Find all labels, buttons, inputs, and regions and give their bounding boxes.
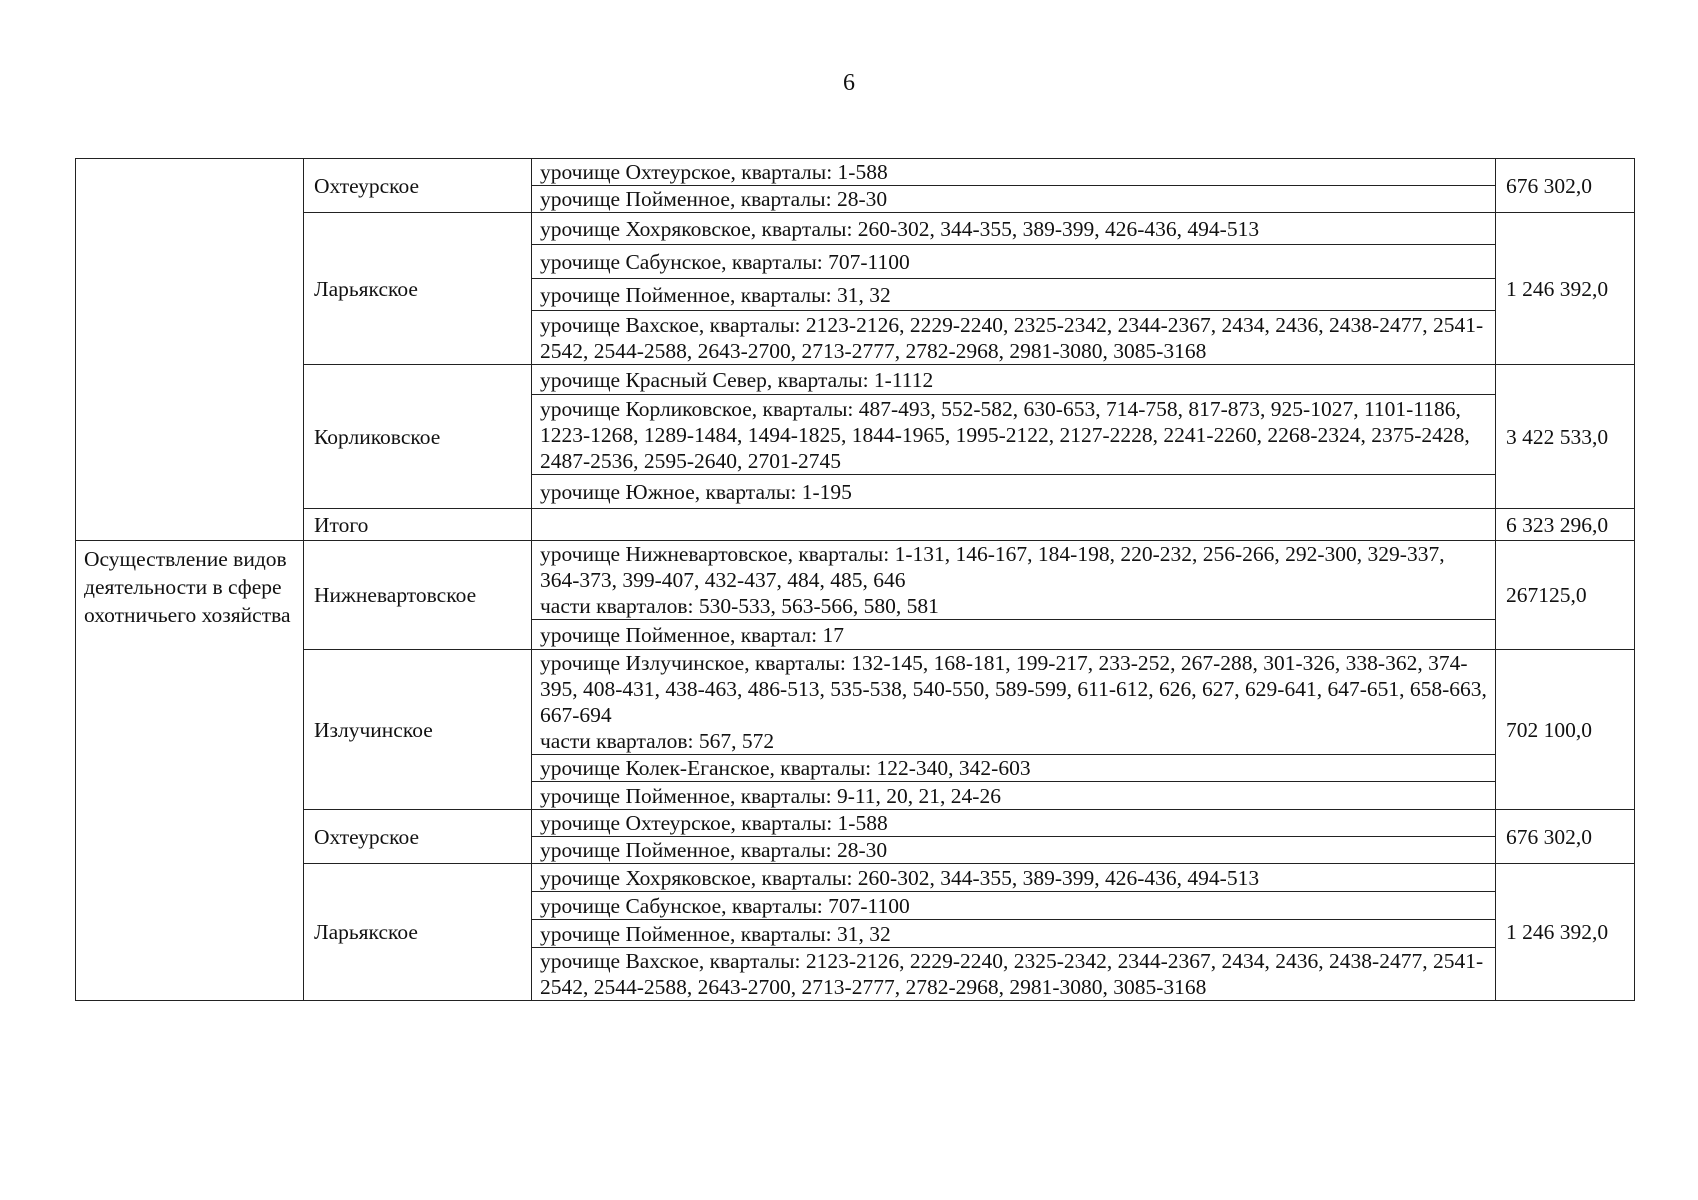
tract-cell: урочище Пойменное, кварталы: 28-30: [531, 186, 1495, 213]
tract-cell: урочище Хохряковское, кварталы: 260-302, 344-355, 389-399, 426-436, 494-513: [531, 864, 1495, 892]
district-cell: Охтеурское: [303, 159, 531, 213]
table-row: [76, 864, 1635, 892]
area-cell: 1 246 392,0: [1496, 213, 1635, 365]
district-cell: Ларьякское: [303, 213, 531, 365]
tract-cell: урочище Пойменное, квартал: 17: [531, 620, 1495, 650]
tract-line: урочище Излучинское, кварталы: 132-145, 168-181, 199-217, 233-252, 267-288, 301-326, 338-362, 374-395, 408-431, 438-463, 486-513, 535-538, 540-550, 589-599, 611-612, 626, 627, 629-641, 647-651, 658-663, 667-694: [539, 651, 1487, 727]
activity-cell: Осуществление видов деятельности в сфере охотничьего хозяйства: [76, 541, 304, 1001]
tract-cell: урочище Охтеурское, кварталы: 1-588: [531, 159, 1495, 186]
area-cell: 676 302,0: [1496, 159, 1635, 213]
total-label: Итого: [303, 509, 531, 541]
tract-line: части кварталов: 567, 572: [539, 729, 775, 753]
total-tract-empty: [531, 509, 1495, 541]
tract-line: части кварталов: 530-533, 563-566, 580, 581: [539, 594, 939, 618]
tract-line: урочище Нижневартовское, кварталы: 1-131, 146-167, 184-198, 220-232, 256-266, 292-300, 329-337, 364-373, 399-407, 432-437, 484, 485, 646: [539, 542, 1445, 592]
area-cell: 267125,0: [1496, 541, 1635, 650]
area-cell: 702 100,0: [1496, 650, 1635, 810]
tract-cell: урочище Сабунское, кварталы: 707-1100: [531, 892, 1495, 920]
district-cell: Охтеурское: [303, 810, 531, 864]
tract-cell: урочище Хохряковское, кварталы: 260-302, 344-355, 389-399, 426-436, 494-513: [531, 213, 1495, 245]
district-cell: Корликовское: [303, 365, 531, 509]
forest-quarters-table: [75, 158, 1635, 1001]
tract-cell: [531, 541, 1495, 620]
page-number: 6: [843, 70, 855, 96]
district-cell: Нижневартовское: [303, 541, 531, 650]
area-cell: 676 302,0: [1496, 810, 1635, 864]
activity-cell-empty: [76, 159, 304, 541]
tract-cell: урочище Пойменное, кварталы: 31, 32: [531, 920, 1495, 948]
table-row: [76, 541, 1635, 620]
tract-cell: урочище Пойменное, кварталы: 31, 32: [531, 279, 1495, 311]
area-cell: 3 422 533,0: [1496, 365, 1635, 509]
district-cell: Ларьякское: [303, 864, 531, 1001]
tract-cell: урочище Пойменное, кварталы: 28-30: [531, 837, 1495, 864]
table-row: [76, 213, 1635, 245]
tract-cell: урочище Красный Север, кварталы: 1-1112: [531, 365, 1495, 395]
tract-cell: урочище Сабунское, кварталы: 707-1100: [531, 245, 1495, 279]
table-row: [76, 365, 1635, 395]
total-value: 6 323 296,0: [1496, 509, 1635, 541]
tract-cell: урочище Колек-Еганское, кварталы: 122-340, 342-603: [531, 755, 1495, 782]
table-row: [76, 509, 1635, 541]
tract-cell: урочище Вахское, кварталы: 2123-2126, 2229-2240, 2325-2342, 2344-2367, 2434, 2436, 2438-2477, 2541-2542, 2544-2588, 2643-2700, 2713-2777, 2782-2968, 2981-3080, 3085-3168: [531, 311, 1495, 365]
tract-cell: [531, 650, 1495, 755]
table-row: [76, 159, 1635, 186]
tract-cell: урочище Корликовское, кварталы: 487-493, 552-582, 630-653, 714-758, 817-873, 925-1027, 1101-1186, 1223-1268, 1289-1484, 1494-1825, 1844-1965, 1995-2122, 2127-2228, 2241-2260, 2268-2324, 2375-2428, 2487-2536, 2595-2640, 2701-2745: [531, 395, 1495, 475]
tract-cell: урочище Пойменное, кварталы: 9-11, 20, 21, 24-26: [531, 782, 1495, 810]
table-row: [76, 810, 1635, 837]
tract-cell: урочище Южное, кварталы: 1-195: [531, 475, 1495, 509]
tract-cell: урочище Охтеурское, кварталы: 1-588: [531, 810, 1495, 837]
tract-cell: урочище Вахское, кварталы: 2123-2126, 2229-2240, 2325-2342, 2344-2367, 2434, 2436, 2438-2477, 2541-2542, 2544-2588, 2643-2700, 2713-2777, 2782-2968, 2981-3080, 3085-3168: [531, 948, 1495, 1001]
table-row: [76, 650, 1635, 755]
district-cell: Излучинское: [303, 650, 531, 810]
area-cell: 1 246 392,0: [1496, 864, 1635, 1001]
